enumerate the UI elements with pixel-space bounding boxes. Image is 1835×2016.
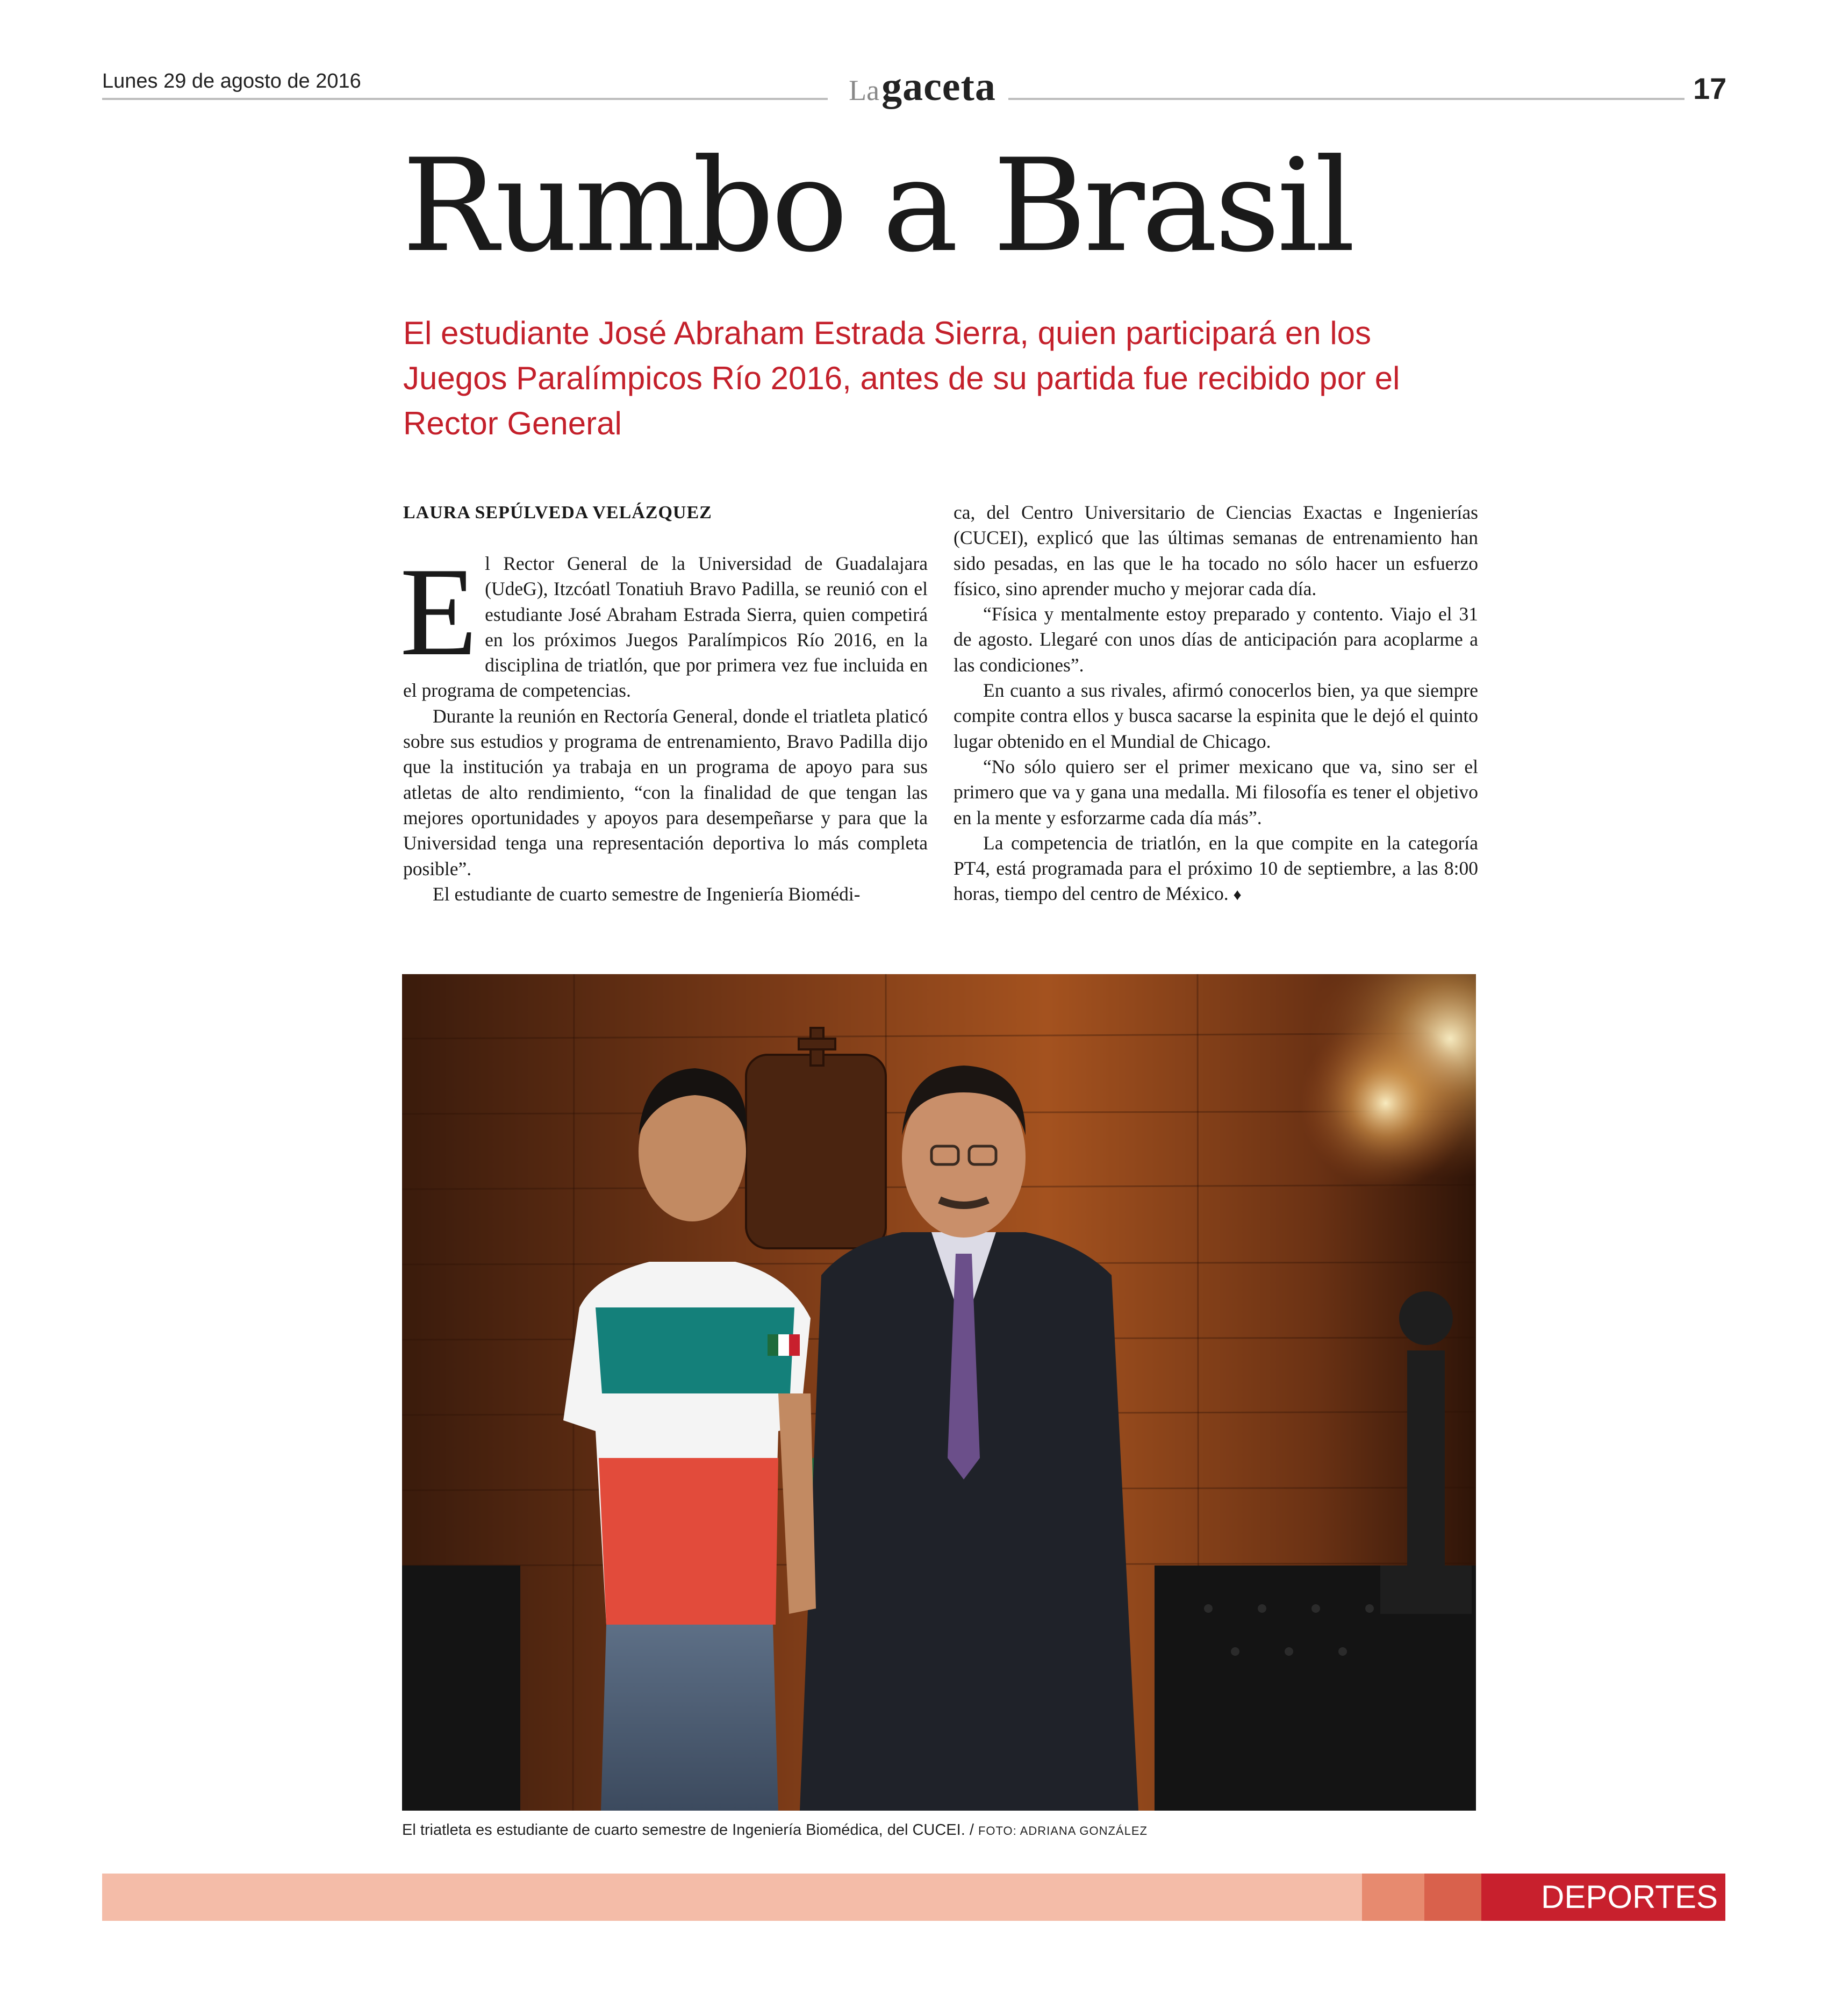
- footer-accent-block-2: [1424, 1874, 1481, 1921]
- header-rule-right: [1008, 98, 1685, 100]
- issue-date: Lunes 29 de agosto de 2016: [102, 70, 361, 92]
- photo-illustration: [402, 974, 1476, 1811]
- masthead-logo: [836, 63, 1008, 110]
- article-column-2: [954, 500, 1478, 908]
- article-photo: [402, 974, 1476, 1811]
- section-label: [1481, 1874, 1725, 1921]
- byline: LAURA SEPÚLVEDA VELÁZQUEZ: [403, 503, 712, 523]
- article-column-1: [400, 500, 928, 907]
- paragraph-1-text: l Rector General de la Universidad de Guadalajara (UdeG), Itzcóatl Tonatiuh Bravo Padilla, se reunió con el estudiante José Abraham Estrada Sierra, quien competirá en los próximos Juegos Paralímpicos Río 2016, en la disciplina de triatlón, que por primera vez fue incluida en el programa de competencias.: [403, 553, 928, 702]
- paragraph-1: [400, 542, 928, 704]
- paragraph-6: “No sólo quiero ser el primer mexicano que va, sino ser el primero que va y gana una medalla. Mi filosofía es tener el objetivo en la mente y esforzarme cada día más”.: [954, 755, 1478, 828]
- footer-accent-block-1: [1362, 1874, 1424, 1921]
- masthead-name: gaceta: [881, 64, 996, 109]
- photo-caption: [402, 1821, 1148, 1839]
- paragraph-5: En cuanto a sus rivales, afirmó conocerlos bien, ya que siempre compite contra ellos y busca sacarse la espinita que le dejó el quinto lugar obtenido en el Mundial de Chicago.: [954, 680, 1478, 752]
- article-deck: El estudiante José Abraham Estrada Sierra, quien participará en los Juegos Paralímpicos Río 2016, antes de su partida fue recibido por el Rector General: [403, 315, 1400, 441]
- paragraph-3-start: El estudiante de cuarto semestre de Ingeniería Biomédi-: [433, 883, 861, 905]
- paragraph-7: [954, 831, 1478, 908]
- masthead-la: La: [849, 74, 880, 106]
- caption-text: El triatleta es estudiante de cuarto semestre de Ingeniería Biomédica, del CUCEI. /: [402, 1821, 974, 1839]
- paragraph-3-continued: ca, del Centro Universitario de Ciencias Exactas e Ingenierías (CUCEI), explicó que las últimas semanas de entrenamiento han sido pesadas, en las que le ha tocado no sólo hacer un esfuerzo físico, sino aprender mucho y mejorar cada día.: [954, 502, 1478, 599]
- paragraph-7-text: La competencia de triatlón, en la que compite en la categoría PT4, está programada para el próximo 10 de septiembre, a las 8:00 horas, tiempo del centro de México.: [954, 832, 1478, 905]
- photo-credit: FOTO: ADRIANA GONZÁLEZ: [978, 1824, 1148, 1838]
- article-title: Rumbo a Brasil: [402, 132, 1352, 281]
- page-number: 17: [1693, 72, 1727, 105]
- paragraph-4: “Física y mentalmente estoy preparado y contento. Viajo el 31 de agosto. Llegaré con unos días de anticipación para acoplarme a las condiciones”.: [954, 603, 1478, 676]
- paragraph-2: Durante la reunión en Rectoría General, donde el triatleta platicó sobre sus estudios y programa de entrenamiento, Bravo Padilla dijo que la institución ya trabaja en un programa de apoyo para sus atletas de alto rendimiento, “con la finalidad de que tengan las mejores oportunidades y apoyos para desempeñarse y para que la Universidad tenga una representación deportiva lo más completa posible”.: [403, 705, 928, 880]
- footer-bar: [102, 1874, 1362, 1921]
- end-mark-icon: ♦: [1233, 886, 1242, 904]
- header-rule-left: [102, 98, 828, 100]
- section-label-text: DEPORTES: [1541, 1879, 1718, 1915]
- drop-cap: E: [400, 542, 478, 682]
